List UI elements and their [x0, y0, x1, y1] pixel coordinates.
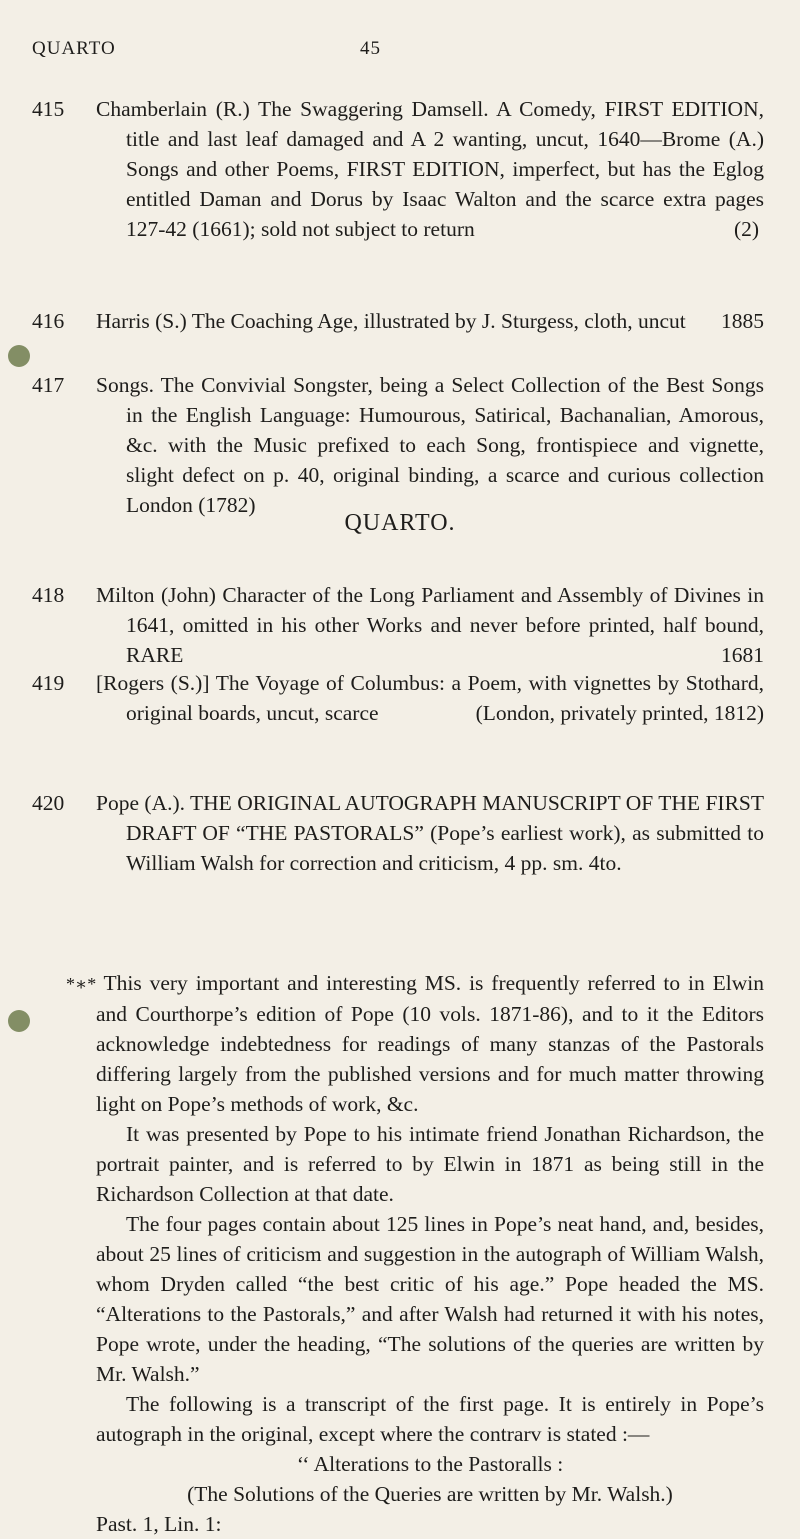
lot-entry	[32, 580, 764, 670]
quote-heading: ‘‘ Alterations to the Pastoralls :	[296, 1452, 564, 1476]
lot-number: 416	[32, 309, 65, 333]
punch-hole-mark	[8, 345, 30, 367]
lot-entry	[32, 788, 764, 878]
lot-date: (London, privately printed, 1812)	[475, 701, 764, 725]
lot-number: 417	[32, 373, 65, 397]
section-heading: QUARTO.	[344, 510, 456, 536]
lot-entry	[32, 668, 764, 728]
lot-date: 1681	[721, 643, 764, 667]
quote-line: Past. 1, Lin. 1:	[96, 1512, 222, 1536]
lot-note	[66, 968, 764, 1539]
lot-number: 418	[32, 583, 65, 607]
lot-date: 1885	[721, 309, 764, 333]
punch-hole-mark	[8, 1010, 30, 1032]
note-paragraph: It was presented by Pope to his intimate friend Jonathan Richardson, the portrait painter, and is referred to by Elwin in 1871 as being still in the Richardson Collection at that date.	[96, 1122, 764, 1206]
note-marker: *∗*	[66, 974, 97, 994]
lot-entry: 415 Chamberlain (R.) The Swaggering Damsell. A Comedy, FIRST EDITION, title and last leaf damaged and A 2 wanting, uncut, 1640—Brome (A.) Songs and other Poems, FIRST EDITION, imperfect, but has the Eglog entitled Daman and Dorus by Isaac Walton and the scarce extra pages 127-42 (1661); sold not subject to return (2)	[32, 94, 764, 244]
lot-description: Harris (S.) The Coaching Age, illustrated by J. Sturgess, cloth, uncut	[96, 309, 686, 333]
quote-subheading: (The Solutions of the Queries are written by Mr. Walsh.)	[187, 1482, 673, 1506]
lot-description: Chamberlain (R.) The Swaggering Damsell. A Comedy, FIRST EDITION, title and last leaf damaged and A 2 wanting, uncut, 1640—Brome (A.) Songs and other Poems, FIRST EDITION, imperfect, but has the Eglog entitled Daman and Dorus by Isaac Walton and the scarce extra pages 127-42 (1661); sold not subject to return	[96, 97, 764, 241]
note-paragraph: The following is a transcript of the first page. It is entirely in Pope’s autograph in the original, except where the contrarv is stated :—	[96, 1392, 764, 1446]
lot-number: 420	[32, 791, 65, 815]
running-head-title: QUARTO	[32, 38, 116, 59]
lot-entry	[32, 370, 764, 520]
lot-description: Pope (A.). THE ORIGINAL AUTOGRAPH MANUSCRIPT OF THE FIRST DRAFT OF “THE PASTORALS” (Pope’s earliest work), as submitted to William Walsh for correction and criticism, 4 pp. sm. 4to.	[96, 791, 764, 875]
page-number: 45	[360, 38, 381, 59]
lot-description: [Rogers (S.)] The Voyage of Columbus: a Poem, with vignettes by Stothard, original boards, uncut, scarce	[96, 671, 764, 725]
lot-description: Milton (John) Character of the Long Parliament and Assembly of Divines in 1641, omitted in his other Works and never before printed, half bound, RARE	[96, 583, 764, 667]
lot-description: Songs. The Convivial Songster, being a Select Collection of the Best Songs in the English Language: Humourous, Satirical, Bachanalian, Amorous, &c. with the Music prefixed to each Song, frontispiece and vignette, slight defect on p. 40, original binding, a scarce and curious collection London (1782)	[96, 373, 764, 517]
lot-number: 415	[32, 97, 65, 121]
note-paragraph: The four pages contain about 125 lines in Pope’s neat hand, and, besides, about 25 lines of criticism and suggestion in the autograph of William Walsh, whom Dryden called “the best critic of his age.” Pope headed the MS. “Alterations to the Pastorals,” and after Walsh had returned it with his notes, Pope wrote, under the heading, “The solutions of the queries are written by Mr. Walsh.”	[96, 1212, 764, 1386]
lot-number: 419	[32, 671, 65, 695]
lot-entry	[32, 306, 764, 336]
note-paragraph: This very important and interesting MS. is frequently referred to in Elwin and Courthorpe’s edition of Pope (10 vols. 1871-86), and to it the Editors acknowledge indebtedness for readings of many stanzas of the Pastorals differing largely from the published versions and for much matter throwing light on Pope’s methods of work, &c.	[96, 971, 764, 1116]
